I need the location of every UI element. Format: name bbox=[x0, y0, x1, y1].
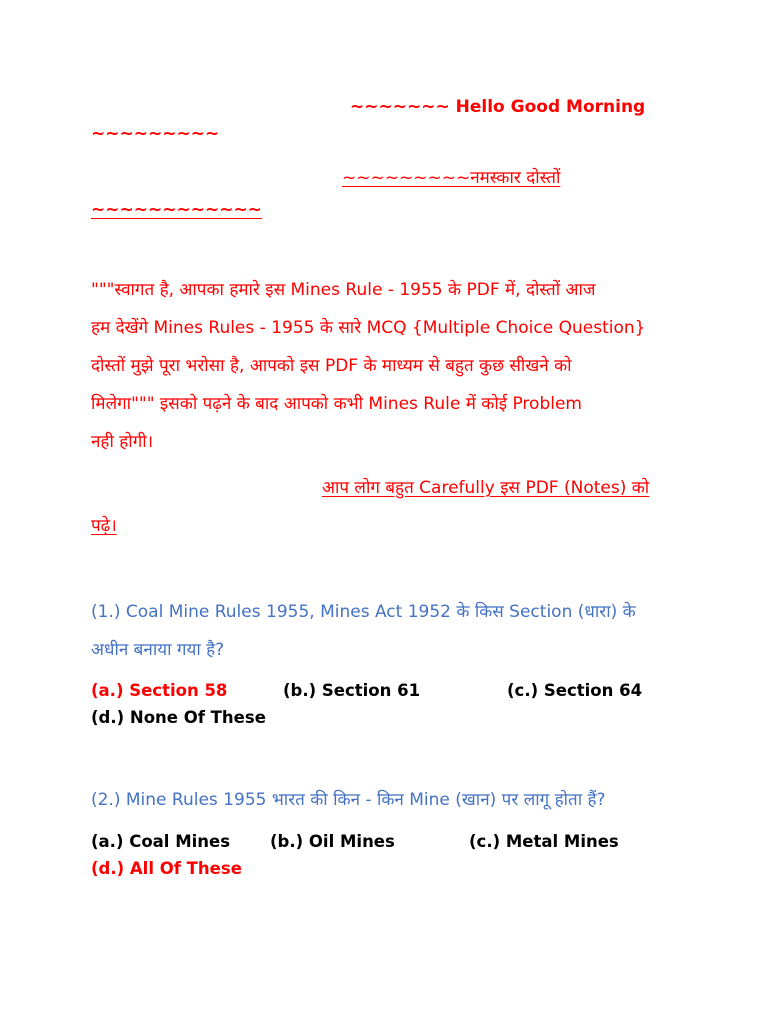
question-2-option-b: (b.) Oil Mines bbox=[270, 832, 395, 851]
question-1-option-b: (b.) Section 61 bbox=[283, 681, 421, 700]
advice-line-2: पढ़े। bbox=[91, 516, 117, 536]
intro-line-3: दोस्तों मुझे पूरा भरोसा है, आपको इस PDF के माध्यम से बहुत कुछ सीखने को bbox=[91, 356, 572, 376]
question-1-line2: अधीन बनाया गया है? bbox=[91, 640, 225, 660]
advice-line-1: आप लोग बहुत Carefully इस PDF (Notes) को bbox=[322, 478, 650, 498]
question-1-option-c: (c.) Section 64 bbox=[507, 681, 643, 700]
question-2-line1: (2.) Mine Rules 1955 भारत की किन - किन Mine (खान) पर लागू होता हैं? bbox=[91, 790, 606, 810]
question-2-option-c: (c.) Metal Mines bbox=[469, 832, 619, 851]
greeting-english-line2: ~~~~~~~~~ bbox=[91, 124, 220, 144]
question-2-option-d: (d.) All Of These bbox=[91, 859, 242, 878]
greeting-english-line1: ~~~~~~~ Hello Good Morning bbox=[350, 97, 646, 117]
intro-line-2: हम देखेंगे Mines Rules - 1955 के सारे MCQ {Multiple Choice Question} bbox=[91, 318, 646, 338]
question-1-option-d: (d.) None Of These bbox=[91, 708, 266, 727]
greeting-hindi-line1: ~~~~~~~~~नमस्कार दोस्तों bbox=[342, 168, 561, 188]
question-1-line1: (1.) Coal Mine Rules 1955, Mines Act 1952 के किस Section (धारा) के bbox=[91, 602, 636, 622]
intro-line-4: मिलेगा""" इसको पढ़ने के बाद आपको कभी Mines Rule में कोई Problem bbox=[91, 394, 582, 414]
intro-line-5: नही होगी। bbox=[91, 432, 154, 452]
greeting-hindi-line2: ~~~~~~~~~~~~ bbox=[91, 200, 262, 220]
intro-line-1: """स्वागत है, आपका हमारे इस Mines Rule - 1955 के PDF में, दोस्तों आज bbox=[91, 280, 596, 300]
question-2-option-a: (a.) Coal Mines bbox=[91, 832, 231, 851]
question-1-option-a: (a.) Section 58 bbox=[91, 681, 228, 700]
